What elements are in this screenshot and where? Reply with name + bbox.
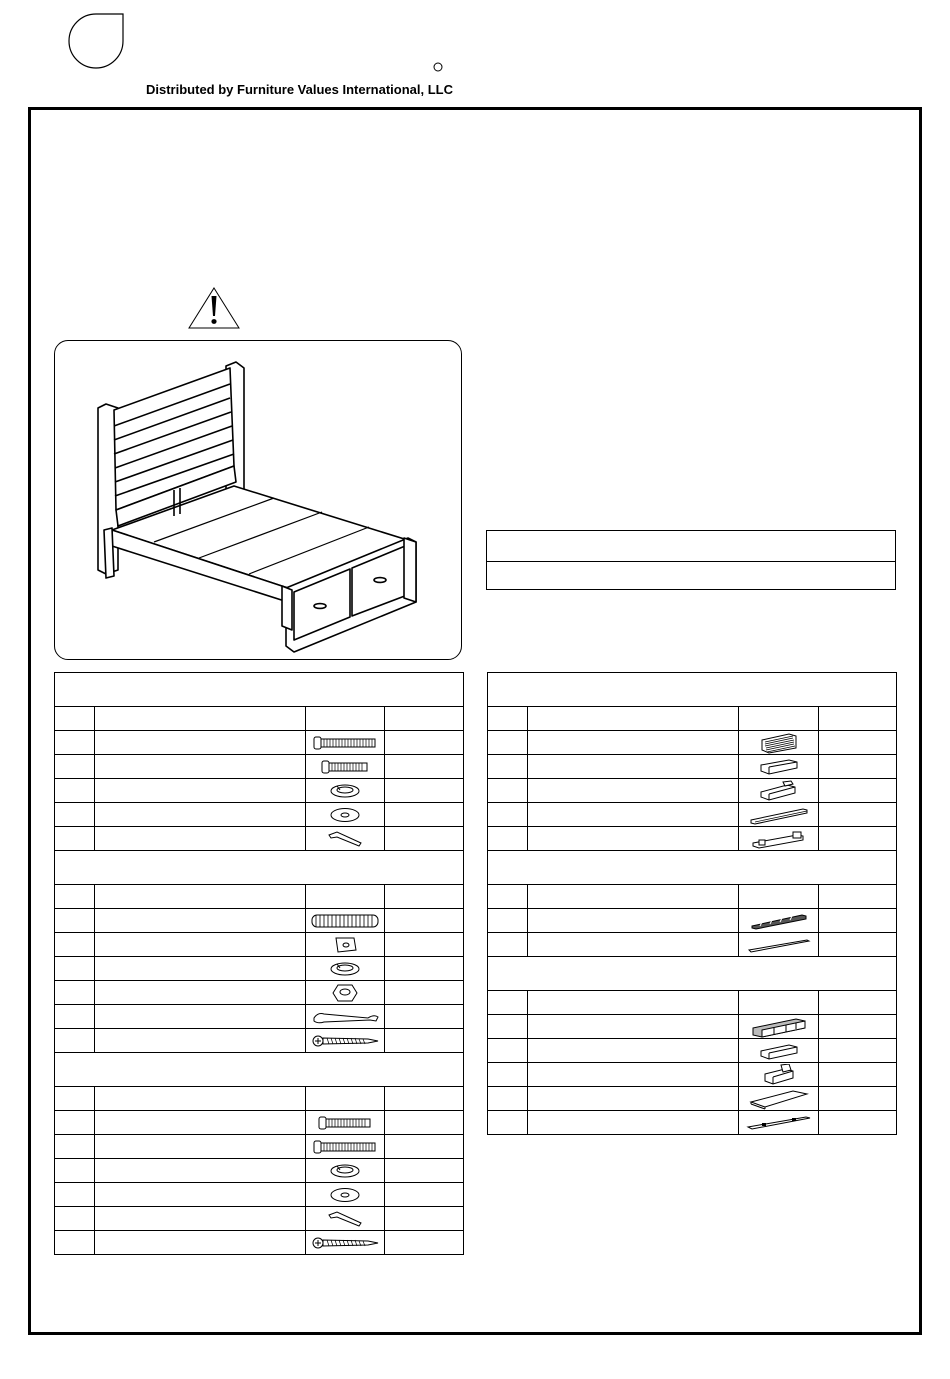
section-header-row	[55, 851, 464, 885]
thin-slat-icon	[747, 937, 811, 953]
column-header-row	[488, 885, 897, 909]
table-row	[488, 1015, 897, 1039]
rail-block-icon	[757, 780, 801, 802]
table-row	[55, 731, 464, 755]
table-row	[488, 1111, 897, 1135]
table-row	[55, 1231, 464, 1255]
wood-screw-icon	[310, 1032, 380, 1050]
table-row	[488, 731, 897, 755]
storage-bed-illustration	[54, 340, 462, 660]
threaded-rod-icon	[310, 912, 380, 930]
section-header-cell	[55, 851, 464, 885]
table-row	[488, 1039, 897, 1063]
section-header-row	[55, 1053, 464, 1087]
distributor-text: Distributed by Furniture Values International, LLC	[146, 82, 453, 97]
leg-block-icon	[761, 1064, 797, 1086]
section-header-cell	[488, 851, 897, 885]
section-header-cell	[55, 1053, 464, 1087]
allen-key-icon	[325, 1209, 365, 1229]
column-header-row	[488, 707, 897, 731]
registered-circle-icon	[433, 62, 443, 72]
open-wrench-icon	[310, 1008, 380, 1026]
short-bolt-icon	[317, 1114, 373, 1132]
column-header-row	[55, 707, 464, 731]
long-bolt-icon	[312, 734, 378, 752]
flat-washer-icon	[328, 1186, 362, 1204]
long-bolt-icon	[312, 1138, 378, 1156]
table-row	[55, 779, 464, 803]
table-row	[488, 1063, 897, 1087]
table-row	[488, 909, 897, 933]
short-bolt-icon	[320, 758, 370, 776]
column-header-row	[488, 991, 897, 1015]
warning-triangle-icon	[188, 287, 240, 329]
table-row	[55, 957, 464, 981]
notes-box	[486, 530, 896, 590]
table-row	[488, 933, 897, 957]
table-row	[488, 1087, 897, 1111]
side-rail-icon	[749, 805, 809, 825]
slat-support-icon	[750, 912, 808, 930]
table-row	[55, 909, 464, 933]
table-row	[55, 1159, 464, 1183]
table-row	[55, 1029, 464, 1053]
drawer-footboard-icon	[750, 1016, 808, 1038]
section-header-cell	[55, 673, 464, 707]
section-header-row	[488, 673, 897, 707]
hex-nut-icon	[330, 983, 360, 1003]
parts-table-right	[487, 672, 897, 1135]
table-row	[55, 1183, 464, 1207]
table-row	[55, 1207, 464, 1231]
flat-washer-icon	[328, 806, 362, 824]
table-row	[488, 827, 897, 851]
wood-screw-icon	[310, 1234, 380, 1252]
table-row	[488, 803, 897, 827]
section-header-row	[55, 673, 464, 707]
section-header-row	[488, 851, 897, 885]
table-row	[55, 1111, 464, 1135]
table-row	[488, 755, 897, 779]
column-header-row	[55, 885, 464, 909]
table-row	[55, 1135, 464, 1159]
lock-washer-icon	[328, 1162, 362, 1180]
panel-board-icon	[749, 1088, 809, 1110]
headboard-icon	[759, 732, 799, 754]
rail-block-icon	[757, 1041, 801, 1061]
section-header-cell	[488, 957, 897, 991]
table-row	[55, 803, 464, 827]
center-rail-icon	[751, 829, 807, 849]
table-row	[55, 981, 464, 1005]
lock-washer-icon	[328, 960, 362, 978]
drawer-runner-icon	[746, 1114, 812, 1132]
square-nut-icon	[330, 935, 360, 955]
teardrop-logo-icon	[68, 13, 124, 69]
table-row	[55, 755, 464, 779]
hardware-table-left	[54, 672, 464, 1255]
table-row	[55, 933, 464, 957]
allen-key-icon	[325, 829, 365, 849]
rail-block-icon	[757, 757, 801, 777]
table-row	[55, 827, 464, 851]
table-row	[488, 779, 897, 803]
column-header-row	[55, 1087, 464, 1111]
lock-washer-icon	[328, 782, 362, 800]
table-row	[55, 1005, 464, 1029]
section-header-row	[488, 957, 897, 991]
section-header-cell	[488, 673, 897, 707]
